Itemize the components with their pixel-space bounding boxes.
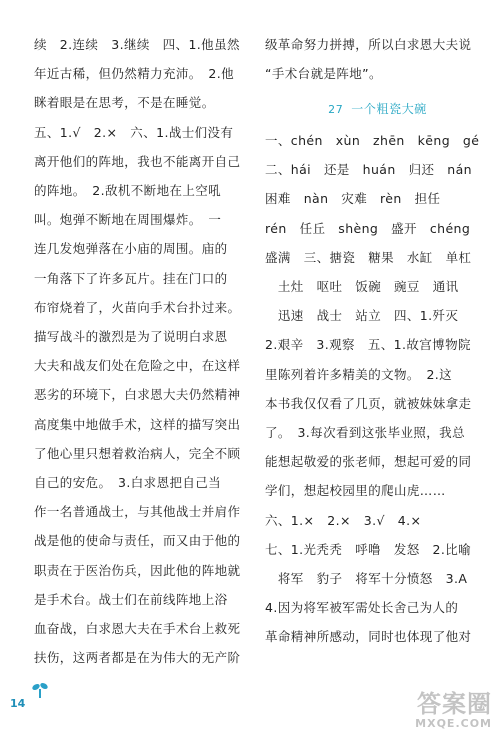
answer-line: 盛满 三、搪瓷 糖果 水缸 单杠 bbox=[265, 249, 472, 265]
answer-line: 六、1.× 2.× 3.√ 4.× bbox=[265, 512, 422, 528]
answer-line: 血奋战，白求恩大夫在手术台上救死 bbox=[34, 621, 241, 636]
answer-line: 本书我仅仅看了几页，就被妹妹拿走 bbox=[265, 395, 472, 411]
answer-line: 年近古稀，但仍然精力充沛。 2.他 bbox=[34, 66, 234, 82]
answer-line: 是手术台。战士们在前线阵地上浴 bbox=[34, 591, 228, 607]
answer-line: 困难 nàn 灾难 rèn 担任 bbox=[265, 191, 441, 207]
answer-line: 4.因为将军被军需处长舍己为人的 bbox=[265, 600, 459, 616]
answer-line: 续 2.连续 3.继续 四、1.他虽然 bbox=[34, 37, 240, 52]
answer-line: 作一名普通战士，与其他战士并肩作 bbox=[34, 504, 241, 520]
answer-line: 革命精神所感动，同时也体现了他对 bbox=[265, 629, 472, 645]
answer-line: 高度集中地做手术，这样的描写突出 bbox=[34, 416, 241, 432]
answer-line: 一角落下了许多瓦片。挂在门口的 bbox=[34, 270, 228, 286]
answer-line: 2.艰辛 3.观察 五、1.故宫博物院 bbox=[265, 337, 471, 353]
answer-line: 叫。炮弹不断地在周围爆炸。 一 bbox=[34, 212, 222, 228]
answer-line: 布帘烧着了，火苗向手术台扑过来。 bbox=[34, 299, 241, 315]
watermark-logo bbox=[415, 691, 492, 730]
answer-line: 七、1.光秃秃 呼噜 发怒 2.比喻 bbox=[265, 541, 472, 557]
answer-line: 离开他们的阵地，我也不能离开自己 bbox=[34, 153, 241, 169]
chapter-title: 一个粗瓷大碗 bbox=[351, 102, 427, 116]
answer-line: 土灶 呕吐 饭碗 豌豆 通讯 bbox=[265, 279, 459, 294]
answer-line: 能想起敬爱的张老师，想起可爱的同 bbox=[265, 454, 472, 470]
answer-line: 迅速 战士 站立 四、1.歼灭 bbox=[265, 308, 459, 324]
answer-line: 了他心里只想着救治病人，完全不顾 bbox=[34, 445, 241, 461]
answer-line: 级革命努力拼搏，所以白求恩大夫说 bbox=[265, 37, 472, 52]
answer-line: 将军 豹子 将军十分愤怒 3.A bbox=[265, 571, 468, 586]
answer-line: 里陈列着许多精美的文物。 2.这 bbox=[265, 366, 453, 382]
answer-line: 战是他的使命与责任，而又由于他的 bbox=[34, 533, 241, 549]
chapter-number: 27 bbox=[328, 103, 344, 116]
answer-line: rén 任丘 shèng 盛开 chéng bbox=[265, 220, 471, 236]
answer-line: 学们，想起校园里的爬山虎…… bbox=[265, 483, 446, 499]
watermark-text: 答案圈 bbox=[417, 690, 492, 718]
answer-line: 自己的安危。 3.白求恩把自己当 bbox=[34, 475, 222, 490]
answer-line: 扶伤，这两者都是在为伟大的无产阶 bbox=[34, 650, 241, 666]
answer-line: 职责在于医治伤兵，因此他的阵地就 bbox=[34, 562, 241, 578]
sprout-icon bbox=[30, 680, 50, 700]
page-number: 14 bbox=[10, 697, 26, 710]
answer-line: 了。 3.每次看到这张毕业照，我总 bbox=[265, 425, 465, 440]
answer-line: 的阵地。 2.敌机不断地在上空吼 bbox=[34, 183, 222, 198]
answer-line: 连几发炮弹落在小庙的周围。庙的 bbox=[34, 241, 228, 257]
answer-line: 恶劣的环境下，白求恩大夫仍然精神 bbox=[34, 387, 241, 403]
answer-line: 五、1.√ 2.× 六、1.战士们没有 bbox=[34, 124, 234, 140]
answer-line: 二、hái 还是 huán 归还 nán bbox=[265, 162, 472, 178]
answer-line: 一、chén xùn zhēn kēng gé bbox=[265, 133, 480, 148]
answer-line: 描写战斗的激烈是为了说明白求恩 bbox=[34, 329, 228, 344]
watermark-url: MXQE.COM bbox=[415, 717, 492, 730]
answer-line: “手术台就是阵地”。 bbox=[265, 66, 382, 81]
answer-line: 大夫和战友们处在危险之中，在这样 bbox=[34, 358, 241, 374]
chapter-heading bbox=[265, 100, 490, 119]
answer-line: 眯着眼是在思考，不是在睡觉。 bbox=[34, 95, 215, 111]
